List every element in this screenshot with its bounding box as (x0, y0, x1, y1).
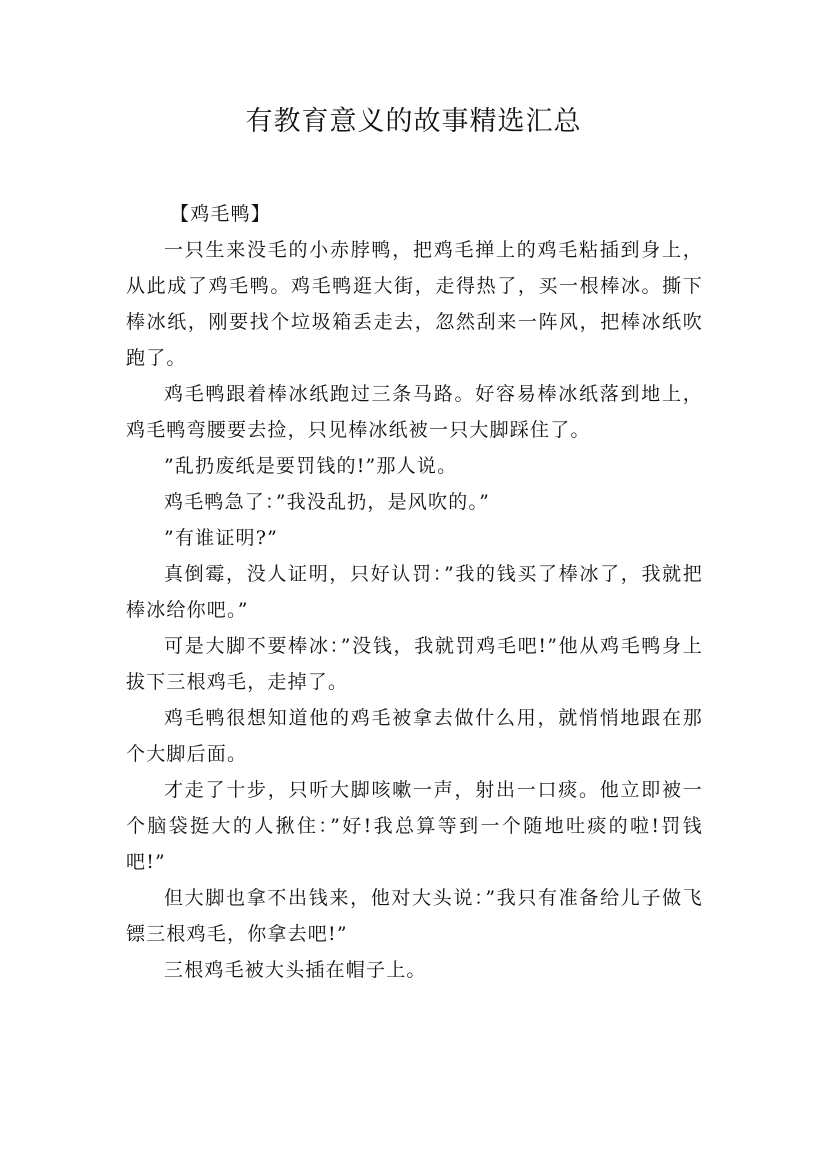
paragraph-9: 才走了十步，只听大脚咳嗽一声，射出一口痰。他立即被一个脑袋挺大的人揪住：”好!我总算等到一个随地吐痰的啦!罚钱吧!” (126, 779, 703, 873)
paragraph-8: 鸡毛鸭很想知道他的鸡毛被拿去做什么用，就悄悄地跟在那个大脚后面。 (126, 707, 703, 765)
paragraph-3: ”乱扔废纸是要罚钱的!”那人说。 (164, 455, 458, 477)
section-heading: 【鸡毛鸭】 (170, 203, 272, 225)
paragraph-7: 可是大脚不要棒冰：”没钱，我就罚鸡毛吧!”他从鸡毛鸭身上拔下三根鸡毛，走掉了。 (126, 635, 703, 693)
paragraph-1: 一只生来没毛的小赤脖鸭，把鸡毛掸上的鸡毛粘插到身上，从此成了鸡毛鸭。鸡毛鸭逛大街，走得热了，买一根棒冰。撕下棒冰纸，刚要找个垃圾箱丢走去，忽然刮来一阵风，把棒冰纸吹跑了。 (126, 239, 703, 369)
document-body (126, 196, 703, 988)
paragraph-10: 但大脚也拿不出钱来，他对大头说：”我只有准备给儿子做飞镖三根鸡毛，你拿去吧!” (126, 887, 703, 945)
paragraph-6: 真倒霉，没人证明，只好认罚：”我的钱买了棒冰了，我就把棒冰给你吧。” (126, 563, 703, 621)
paragraph-5: ”有谁证明?” (164, 527, 279, 549)
paragraph-11: 三根鸡毛被大头插在帽子上。 (164, 959, 427, 981)
paragraph-4: 鸡毛鸭急了：”我没乱扔，是风吹的。” (164, 491, 491, 513)
paragraph-2: 鸡毛鸭跟着棒冰纸跑过三条马路。好容易棒冰纸落到地上，鸡毛鸭弯腰要去捡，只见棒冰纸被一只大脚踩住了。 (126, 383, 703, 441)
document-title: 有教育意义的故事精选汇总 (245, 106, 582, 137)
